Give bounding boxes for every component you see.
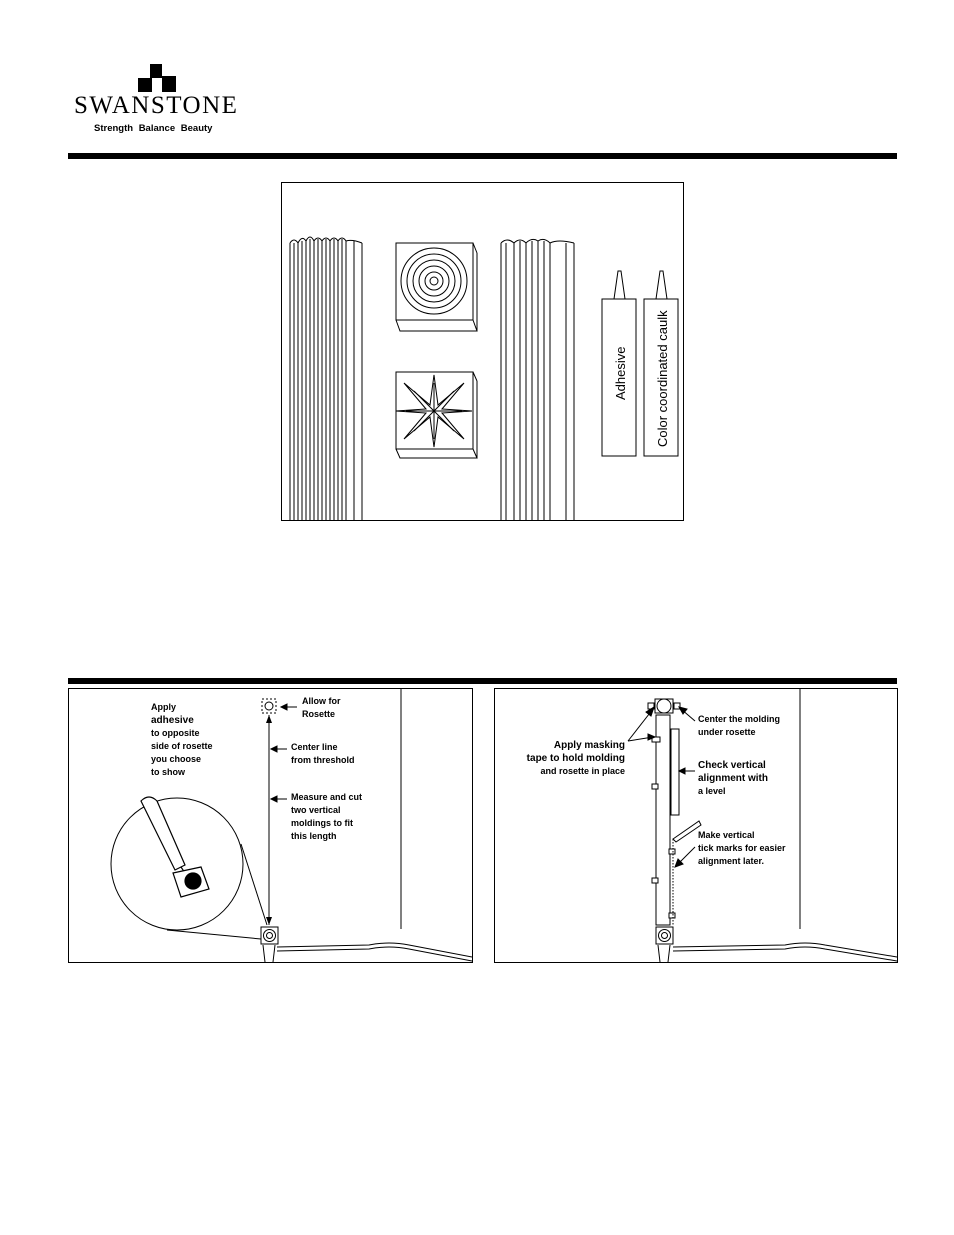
fluted-molding-right (501, 239, 574, 520)
adhesive-applicator-icon (141, 797, 209, 897)
zoom-detail-circle (111, 798, 267, 939)
vertical-molding (656, 715, 670, 925)
fluted-molding-left (290, 237, 362, 520)
rosette-star (396, 372, 477, 458)
materials-figure (281, 182, 684, 521)
apply-adhesive-text: Apply adhesive to opposite side of rosette you choose to show (151, 702, 213, 777)
adhesive-label: Adhesive (613, 346, 628, 400)
brand-tagline: Strength Balance Beauty (94, 123, 213, 134)
logo-mark-icon (138, 64, 182, 94)
measure-cut-text: Measure and cut two vertical moldings to fit this length (291, 792, 363, 841)
allow-rosette-text: Allow for Rosette (302, 696, 341, 719)
header-rule (68, 153, 897, 159)
step-figure-right (494, 688, 898, 963)
check-alignment-text: Check vertical alignment with a level (698, 760, 768, 796)
rosette-marker-icon (262, 699, 276, 713)
level-icon (671, 729, 679, 815)
step-right-illustration (495, 689, 897, 962)
masking-tape-text: Apply masking tape to hold molding and rosette in place (526, 740, 625, 776)
caulk-label: Color coordinated caulk (655, 310, 670, 447)
center-line-text: Center line from threshold (291, 742, 355, 765)
bottom-rosette-icon (656, 927, 673, 962)
center-molding-text: Center the molding under rosette (698, 714, 781, 737)
section-rule (68, 678, 897, 684)
step-figure-left (68, 688, 473, 963)
step-left-illustration (69, 689, 472, 962)
bottom-rosette-icon (261, 927, 278, 962)
rosette-circle (396, 243, 477, 331)
tick-marks-text: Make vertical tick marks for easier alignment later. (698, 830, 786, 866)
pencil-icon (673, 821, 701, 842)
brand-name: SWANSTONE (74, 92, 239, 119)
